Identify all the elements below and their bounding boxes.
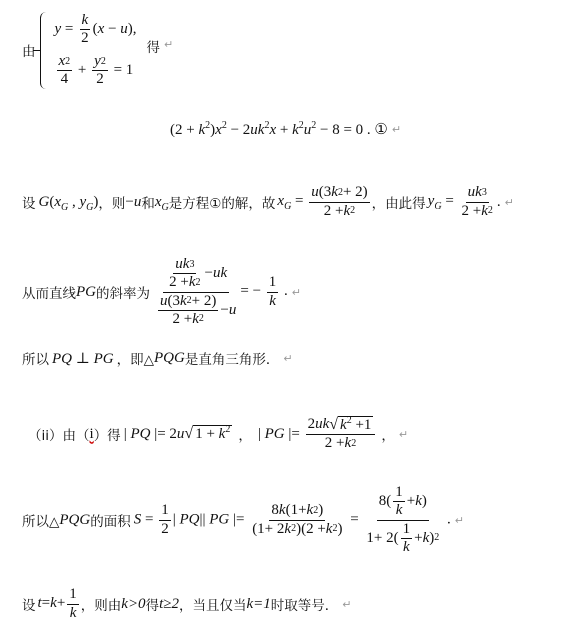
vieta-line <box>22 180 514 224</box>
k-positive: k>0 <box>121 595 146 612</box>
text-suoyi-tri: 所以△ <box>22 514 60 530</box>
yg-formula: $y_G$ = uk 3 2 + k 2 <box>427 184 493 219</box>
text-you: 由 <box>22 44 36 60</box>
pq-length: | PQ |= 2u √ $1 + k^2$ <box>123 424 231 442</box>
system-eq-1: y = $\frac{k}{2}$ (x − u), <box>54 11 137 46</box>
triangle-pqg: PQG <box>154 349 185 366</box>
text-area: 的面积 <box>90 514 131 530</box>
area-formula: S = $\frac{1}{2}$ | PQ|| PG |= 8 k (1+ k 2 ) (1+ 2 k 2 )(2 + k 2 ) = 8( $\frac{1}{k}$ + k ) 1+ 2( $\frac{1}{k}$ + k ) 2 . <box>133 484 451 555</box>
text-comma: ， <box>238 428 252 444</box>
slope-fraction: uk 3 2 + k 2 − uk u (3 k 2 + 2) 2 + k 2 − u <box>160 256 237 327</box>
text-iff: ，当且仅当 <box>178 598 247 614</box>
text-i: i <box>89 425 94 442</box>
return-mark: ↵ <box>504 195 514 209</box>
pq-perp-pg: PQ ⊥ PG <box>52 350 114 367</box>
quadratic-equation: $(2 + k^2)x^2 - 2uk^2x + k^2u^2 - 8 = 0$ . ① <box>170 120 388 138</box>
equation-system <box>40 12 137 89</box>
neg-u: −u <box>125 193 142 210</box>
text-comma: ， <box>371 196 386 212</box>
perpendicular-line <box>22 348 293 368</box>
return-mark: ↵ <box>391 123 402 136</box>
point-g: $G(x_G$ , $y_G$) <box>38 193 99 213</box>
text-de: 得 <box>145 598 160 614</box>
line-pg: PG <box>76 283 96 300</box>
text-suoyi: 所以 <box>22 352 49 368</box>
text-she: 设 <box>22 598 36 614</box>
text-slope: 的斜率为 <box>96 286 150 302</box>
area-line <box>22 484 464 555</box>
text-ji: ，即△ <box>116 352 154 368</box>
quadratic-line <box>170 120 401 139</box>
t-def: t=k+ $\frac{1}{k}$ <box>37 586 77 621</box>
text-she: 设 <box>22 196 36 212</box>
pg-length: | PG |= 2 uk √ $k^2 +1$ 2 + k 2 <box>258 416 378 453</box>
text-he: 和 <box>141 196 155 212</box>
text-de: 得 <box>146 40 161 56</box>
text-zeyou: ，则由 <box>80 598 122 614</box>
text-equality: 时取等号． <box>270 598 339 614</box>
period: . <box>496 193 501 210</box>
text-comma-2: ， <box>381 428 395 444</box>
lengths-line <box>28 412 408 456</box>
left-brace <box>40 12 51 89</box>
return-mark: ↵ <box>291 285 301 299</box>
text-ii-you: （ii）由（ <box>28 428 90 444</box>
return-mark: ↵ <box>283 351 293 365</box>
text-is-solution: 是方程①的解，故 <box>168 196 276 212</box>
return-mark: ↵ <box>342 597 352 611</box>
return-mark: ↵ <box>398 427 409 441</box>
xg-formula: $x_G$ = u (3 k 2 + 2) 2 + k 2 <box>277 184 368 219</box>
triangle-pqg: PQG <box>59 511 91 528</box>
text-de: ）得 <box>93 428 121 444</box>
substitution-line <box>22 586 351 622</box>
system-eq-2: x 2 4 + y 2 2 = 1 <box>58 53 134 88</box>
return-mark: ↵ <box>454 513 464 527</box>
slope-line <box>22 250 301 334</box>
x-g: $x_G$ <box>154 193 169 213</box>
text-right-triangle: 是直角三角形． <box>184 352 280 368</box>
text-thus: 由此得 <box>385 196 426 212</box>
slope-result: = − $\frac{1}{k}$ . <box>240 274 288 309</box>
text-ze: ，则 <box>98 196 126 212</box>
return-mark: ↵ <box>164 38 174 51</box>
text-congerzhixian: 从而直线 <box>22 286 76 302</box>
t-geq-2: t≥2 <box>159 595 179 612</box>
system-line <box>22 6 173 94</box>
k-equals-1: k=1 <box>246 595 271 612</box>
